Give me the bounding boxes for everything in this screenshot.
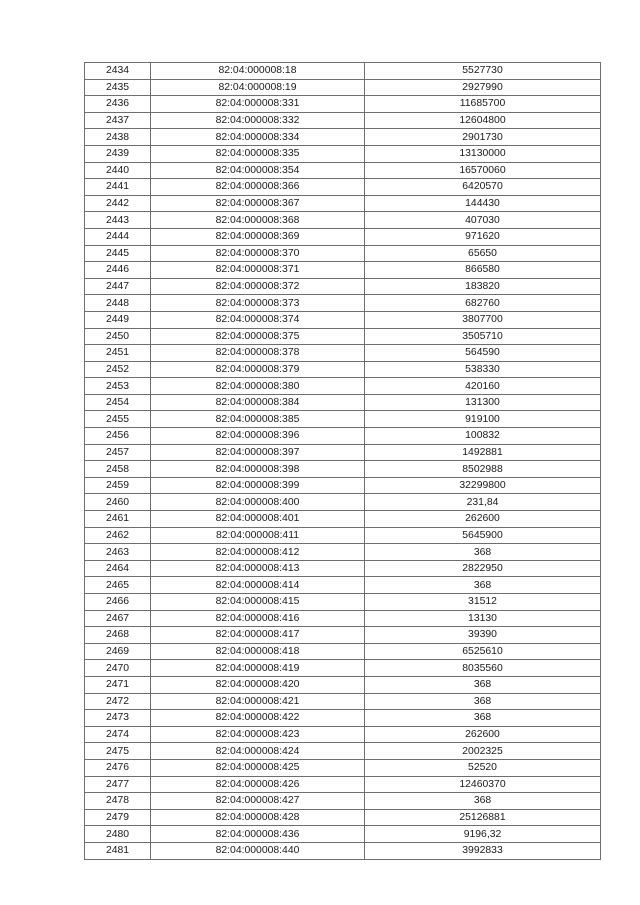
table-row — [85, 444, 601, 461]
cadastral-number-cell: 82:04:000008:366 — [151, 179, 365, 196]
row-number-cell: 2476 — [85, 759, 151, 776]
row-number-cell: 2465 — [85, 577, 151, 594]
value-cell: 368 — [365, 577, 601, 594]
cadastral-number-cell: 82:04:000008:378 — [151, 345, 365, 362]
cadastral-number-cell: 82:04:000008:420 — [151, 676, 365, 693]
table-row — [85, 96, 601, 113]
value-cell: 9196,32 — [365, 826, 601, 843]
table-row — [85, 112, 601, 129]
cadastral-number-cell: 82:04:000008:335 — [151, 145, 365, 162]
cadastral-number-cell: 82:04:000008:424 — [151, 743, 365, 760]
cadastral-number-cell: 82:04:000008:375 — [151, 328, 365, 345]
value-cell: 13130 — [365, 610, 601, 627]
cadastral-number-cell: 82:04:000008:367 — [151, 195, 365, 212]
cadastral-number-cell: 82:04:000008:419 — [151, 660, 365, 677]
table-row — [85, 759, 601, 776]
row-number-cell: 2481 — [85, 842, 151, 859]
row-number-cell: 2477 — [85, 776, 151, 793]
cadastral-number-cell: 82:04:000008:399 — [151, 477, 365, 494]
row-number-cell: 2441 — [85, 179, 151, 196]
row-number-cell: 2470 — [85, 660, 151, 677]
table-row — [85, 328, 601, 345]
table-row — [85, 726, 601, 743]
table-row — [85, 577, 601, 594]
cadastral-number-cell: 82:04:000008:415 — [151, 594, 365, 611]
row-number-cell: 2471 — [85, 676, 151, 693]
table-row — [85, 278, 601, 295]
value-cell: 2002325 — [365, 743, 601, 760]
value-cell: 368 — [365, 676, 601, 693]
value-cell: 8502988 — [365, 461, 601, 478]
value-cell: 12604800 — [365, 112, 601, 129]
value-cell: 25126881 — [365, 809, 601, 826]
row-number-cell: 2455 — [85, 411, 151, 428]
cadastral-number-cell: 82:04:000008:413 — [151, 560, 365, 577]
row-number-cell: 2457 — [85, 444, 151, 461]
cadastral-number-cell: 82:04:000008:423 — [151, 726, 365, 743]
cadastral-number-cell: 82:04:000008:414 — [151, 577, 365, 594]
row-number-cell: 2449 — [85, 311, 151, 328]
cadastral-number-cell: 82:04:000008:398 — [151, 461, 365, 478]
value-cell: 100832 — [365, 428, 601, 445]
cadastral-number-cell: 82:04:000008:412 — [151, 544, 365, 561]
row-number-cell: 2461 — [85, 511, 151, 528]
row-number-cell: 2437 — [85, 112, 151, 129]
value-cell: 32299800 — [365, 477, 601, 494]
value-cell: 6525610 — [365, 643, 601, 660]
value-cell: 1492881 — [365, 444, 601, 461]
value-cell: 420160 — [365, 378, 601, 395]
table-row — [85, 145, 601, 162]
row-number-cell: 2435 — [85, 79, 151, 96]
table-row — [85, 411, 601, 428]
table-row — [85, 776, 601, 793]
value-cell: 2927990 — [365, 79, 601, 96]
value-cell: 31512 — [365, 594, 601, 611]
row-number-cell: 2454 — [85, 394, 151, 411]
value-cell: 262600 — [365, 726, 601, 743]
table-row — [85, 511, 601, 528]
table-row — [85, 610, 601, 627]
cadastral-value-table — [84, 62, 601, 860]
table-row — [85, 793, 601, 810]
cadastral-number-cell: 82:04:000008:427 — [151, 793, 365, 810]
table-row — [85, 594, 601, 611]
row-number-cell: 2439 — [85, 145, 151, 162]
value-cell: 682760 — [365, 295, 601, 312]
cadastral-number-cell: 82:04:000008:418 — [151, 643, 365, 660]
value-cell: 52520 — [365, 759, 601, 776]
value-cell: 39390 — [365, 627, 601, 644]
row-number-cell: 2472 — [85, 693, 151, 710]
table-row — [85, 676, 601, 693]
row-number-cell: 2460 — [85, 494, 151, 511]
value-cell: 262600 — [365, 511, 601, 528]
row-number-cell: 2459 — [85, 477, 151, 494]
table-row — [85, 809, 601, 826]
value-cell: 6420570 — [365, 179, 601, 196]
cadastral-number-cell: 82:04:000008:397 — [151, 444, 365, 461]
table-row — [85, 212, 601, 229]
row-number-cell: 2440 — [85, 162, 151, 179]
value-cell: 919100 — [365, 411, 601, 428]
cadastral-number-cell: 82:04:000008:417 — [151, 627, 365, 644]
value-cell: 368 — [365, 693, 601, 710]
value-cell: 16570060 — [365, 162, 601, 179]
value-cell: 538330 — [365, 361, 601, 378]
table-row — [85, 693, 601, 710]
row-number-cell: 2451 — [85, 345, 151, 362]
table-row — [85, 842, 601, 859]
cadastral-number-cell: 82:04:000008:373 — [151, 295, 365, 312]
cadastral-number-cell: 82:04:000008:374 — [151, 311, 365, 328]
row-number-cell: 2453 — [85, 378, 151, 395]
cadastral-number-cell: 82:04:000008:385 — [151, 411, 365, 428]
row-number-cell: 2462 — [85, 527, 151, 544]
table-row — [85, 195, 601, 212]
cadastral-number-cell: 82:04:000008:436 — [151, 826, 365, 843]
value-cell: 183820 — [365, 278, 601, 295]
table-row — [85, 394, 601, 411]
value-cell: 65650 — [365, 245, 601, 262]
row-number-cell: 2473 — [85, 710, 151, 727]
table-row — [85, 295, 601, 312]
table-row — [85, 162, 601, 179]
cadastral-number-cell: 82:04:000008:422 — [151, 710, 365, 727]
table-row — [85, 627, 601, 644]
cadastral-number-cell: 82:04:000008:380 — [151, 378, 365, 395]
value-cell: 2822950 — [365, 560, 601, 577]
value-cell: 368 — [365, 544, 601, 561]
row-number-cell: 2438 — [85, 129, 151, 146]
row-number-cell: 2456 — [85, 428, 151, 445]
row-number-cell: 2474 — [85, 726, 151, 743]
value-cell: 3505710 — [365, 328, 601, 345]
cadastral-number-cell: 82:04:000008:370 — [151, 245, 365, 262]
table-row — [85, 428, 601, 445]
cadastral-number-cell: 82:04:000008:331 — [151, 96, 365, 113]
cadastral-number-cell: 82:04:000008:332 — [151, 112, 365, 129]
row-number-cell: 2475 — [85, 743, 151, 760]
cadastral-number-cell: 82:04:000008:354 — [151, 162, 365, 179]
table-row — [85, 560, 601, 577]
cadastral-number-cell: 82:04:000008:426 — [151, 776, 365, 793]
value-cell: 3807700 — [365, 311, 601, 328]
value-cell: 144430 — [365, 195, 601, 212]
cadastral-number-cell: 82:04:000008:421 — [151, 693, 365, 710]
table-row — [85, 494, 601, 511]
row-number-cell: 2448 — [85, 295, 151, 312]
table-row — [85, 63, 601, 80]
value-cell: 13130000 — [365, 145, 601, 162]
cadastral-number-cell: 82:04:000008:379 — [151, 361, 365, 378]
cadastral-number-cell: 82:04:000008:401 — [151, 511, 365, 528]
cadastral-number-cell: 82:04:000008:400 — [151, 494, 365, 511]
table-row — [85, 743, 601, 760]
value-cell: 407030 — [365, 212, 601, 229]
table-row — [85, 262, 601, 279]
row-number-cell: 2468 — [85, 627, 151, 644]
value-cell: 5527730 — [365, 63, 601, 80]
row-number-cell: 2464 — [85, 560, 151, 577]
value-cell: 3992833 — [365, 842, 601, 859]
cadastral-number-cell: 82:04:000008:411 — [151, 527, 365, 544]
table-row — [85, 179, 601, 196]
row-number-cell: 2458 — [85, 461, 151, 478]
cadastral-number-cell: 82:04:000008:19 — [151, 79, 365, 96]
table-row — [85, 79, 601, 96]
value-cell: 131300 — [365, 394, 601, 411]
cadastral-number-cell: 82:04:000008:440 — [151, 842, 365, 859]
value-cell: 11685700 — [365, 96, 601, 113]
row-number-cell: 2478 — [85, 793, 151, 810]
table-row — [85, 826, 601, 843]
table-row — [85, 361, 601, 378]
value-cell: 5645900 — [365, 527, 601, 544]
row-number-cell: 2447 — [85, 278, 151, 295]
row-number-cell: 2445 — [85, 245, 151, 262]
cadastral-number-cell: 82:04:000008:369 — [151, 228, 365, 245]
row-number-cell: 2443 — [85, 212, 151, 229]
table-row — [85, 660, 601, 677]
row-number-cell: 2450 — [85, 328, 151, 345]
value-cell: 368 — [365, 793, 601, 810]
row-number-cell: 2452 — [85, 361, 151, 378]
value-cell: 971620 — [365, 228, 601, 245]
table-row — [85, 245, 601, 262]
row-number-cell: 2469 — [85, 643, 151, 660]
table-row — [85, 643, 601, 660]
table-row — [85, 477, 601, 494]
cadastral-number-cell: 82:04:000008:371 — [151, 262, 365, 279]
cadastral-number-cell: 82:04:000008:334 — [151, 129, 365, 146]
table-row — [85, 345, 601, 362]
cadastral-number-cell: 82:04:000008:428 — [151, 809, 365, 826]
value-cell: 564590 — [365, 345, 601, 362]
row-number-cell: 2442 — [85, 195, 151, 212]
cadastral-number-cell: 82:04:000008:372 — [151, 278, 365, 295]
table-row — [85, 228, 601, 245]
table-row — [85, 527, 601, 544]
value-cell: 231,84 — [365, 494, 601, 511]
table-row — [85, 710, 601, 727]
table-row — [85, 378, 601, 395]
row-number-cell: 2463 — [85, 544, 151, 561]
row-number-cell: 2479 — [85, 809, 151, 826]
cadastral-number-cell: 82:04:000008:416 — [151, 610, 365, 627]
table-body — [85, 63, 601, 860]
cadastral-number-cell: 82:04:000008:368 — [151, 212, 365, 229]
row-number-cell: 2444 — [85, 228, 151, 245]
row-number-cell: 2434 — [85, 63, 151, 80]
row-number-cell: 2436 — [85, 96, 151, 113]
row-number-cell: 2466 — [85, 594, 151, 611]
cadastral-number-cell: 82:04:000008:384 — [151, 394, 365, 411]
row-number-cell: 2467 — [85, 610, 151, 627]
table-row — [85, 461, 601, 478]
cadastral-number-cell: 82:04:000008:396 — [151, 428, 365, 445]
row-number-cell: 2480 — [85, 826, 151, 843]
table-row — [85, 311, 601, 328]
value-cell: 2901730 — [365, 129, 601, 146]
value-cell: 12460370 — [365, 776, 601, 793]
value-cell: 866580 — [365, 262, 601, 279]
value-cell: 368 — [365, 710, 601, 727]
table-row — [85, 544, 601, 561]
value-cell: 8035560 — [365, 660, 601, 677]
cadastral-number-cell: 82:04:000008:425 — [151, 759, 365, 776]
row-number-cell: 2446 — [85, 262, 151, 279]
cadastral-number-cell: 82:04:000008:18 — [151, 63, 365, 80]
table-row — [85, 129, 601, 146]
